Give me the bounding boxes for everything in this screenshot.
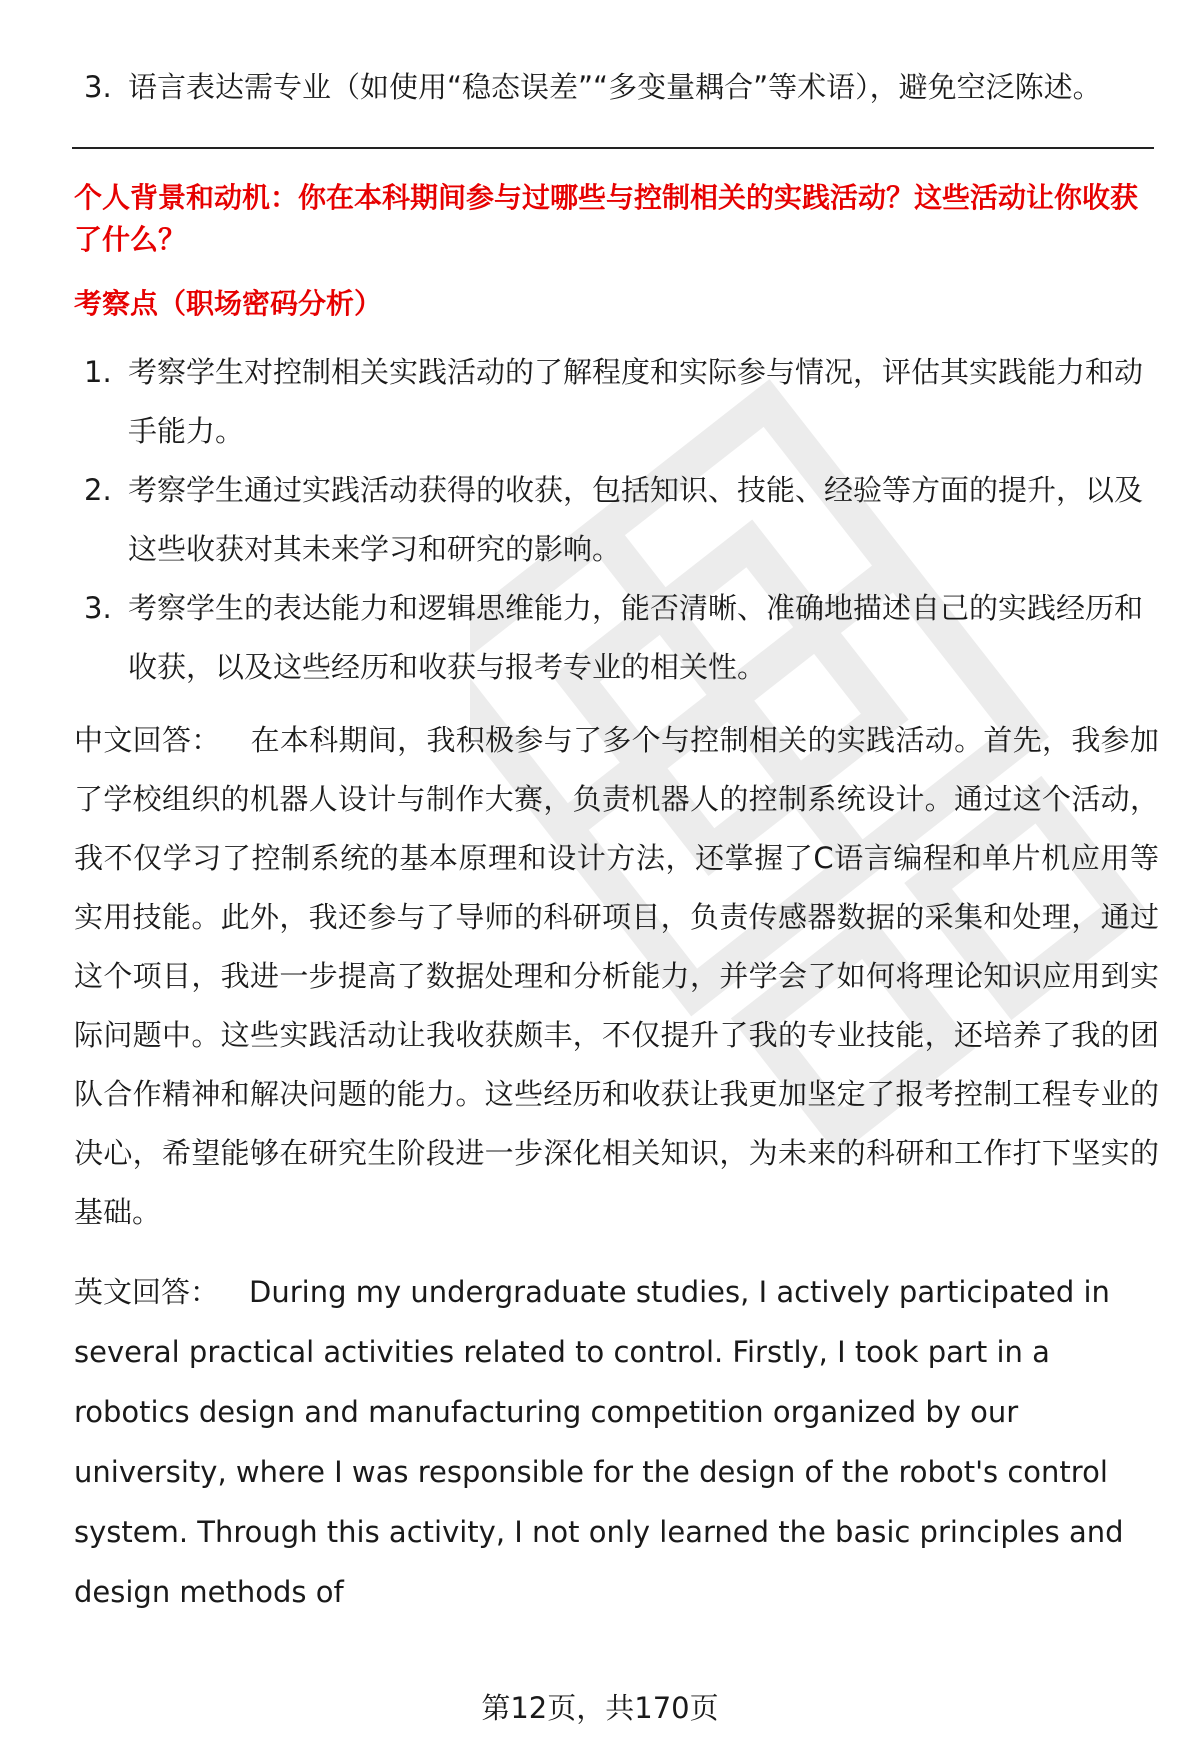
list-item bbox=[74, 343, 1159, 461]
list-item-number: 1. bbox=[84, 355, 112, 389]
section-divider bbox=[72, 147, 1154, 149]
list-item bbox=[74, 58, 1159, 117]
list-item-number: 3. bbox=[84, 70, 112, 104]
chinese-answer bbox=[74, 711, 1159, 1242]
list-item-text: 考察学生通过实践活动获得的收获，包括知识、技能、经验等方面的提升，以及这些收获对其未来学习和研究的影响。 bbox=[128, 473, 1144, 566]
list-item-number: 2. bbox=[84, 473, 112, 507]
page-number-footer: 第12页，共170页 bbox=[481, 1691, 719, 1725]
page-content bbox=[74, 58, 1159, 1622]
english-answer bbox=[74, 1262, 1159, 1622]
english-answer-label: 英文回答： bbox=[74, 1275, 220, 1309]
chinese-answer-text: 在本科期间，我积极参与了多个与控制相关的实践活动。首先，我参加了学校组织的机器人设计与制作大赛，负责机器人的控制系统设计。通过这个活动，我不仅学习了控制系统的基本原理和设计方法，还掌握了C语言编程和单片机应用等实用技能。此外，我还参与了导师的科研项目，负责传感器数据的采集和处理，通过这个项目，我进一步提高了数据处理和分析能力，并学会了如何将理论知识应用到实际问题中。这些实践活动让我收获颇丰，不仅提升了我的专业技能，还培养了我的团队合作精神和解决问题的能力。这些经历和收获让我更加坚定了报考控制工程专业的决心，希望能够在研究生阶段进一步深化相关知识，为未来的科研和工作打下坚实的基础。 bbox=[74, 723, 1159, 1229]
list-item bbox=[74, 579, 1159, 697]
exam-points-title: 考察点（职场密码分析） bbox=[74, 287, 383, 320]
list-item-text: 考察学生的表达能力和逻辑思维能力，能否清晰、准确地描述自己的实践经历和收获，以及这些经历和收获与报考专业的相关性。 bbox=[128, 591, 1144, 684]
question-heading: 个人背景和动机：你在本科期间参与过哪些与控制相关的实践活动？这些活动让你收获了什么？ bbox=[74, 181, 1139, 256]
previous-list bbox=[74, 58, 1159, 117]
english-answer-text: During my undergraduate studies, I actively participated in several practical activities related to control. Firstly, I took part in a robotics design and manufacturing competition organized by our university, where I was responsible for the design of the robot's control system. Through this activity, I not only learned the basic principles and design methods of bbox=[74, 1275, 1124, 1609]
list-item-number: 3. bbox=[84, 591, 112, 625]
list-item-text: 考察学生对控制相关实践活动的了解程度和实际参与情况，评估其实践能力和动手能力。 bbox=[128, 355, 1144, 448]
list-item-text: 语言表达需专业（如使用“稳态误差”“多变量耦合”等术语），避免空泛陈述。 bbox=[128, 70, 1102, 104]
exam-points-list bbox=[74, 343, 1159, 697]
chinese-answer-label: 中文回答： bbox=[74, 723, 221, 757]
list-item bbox=[74, 461, 1159, 579]
